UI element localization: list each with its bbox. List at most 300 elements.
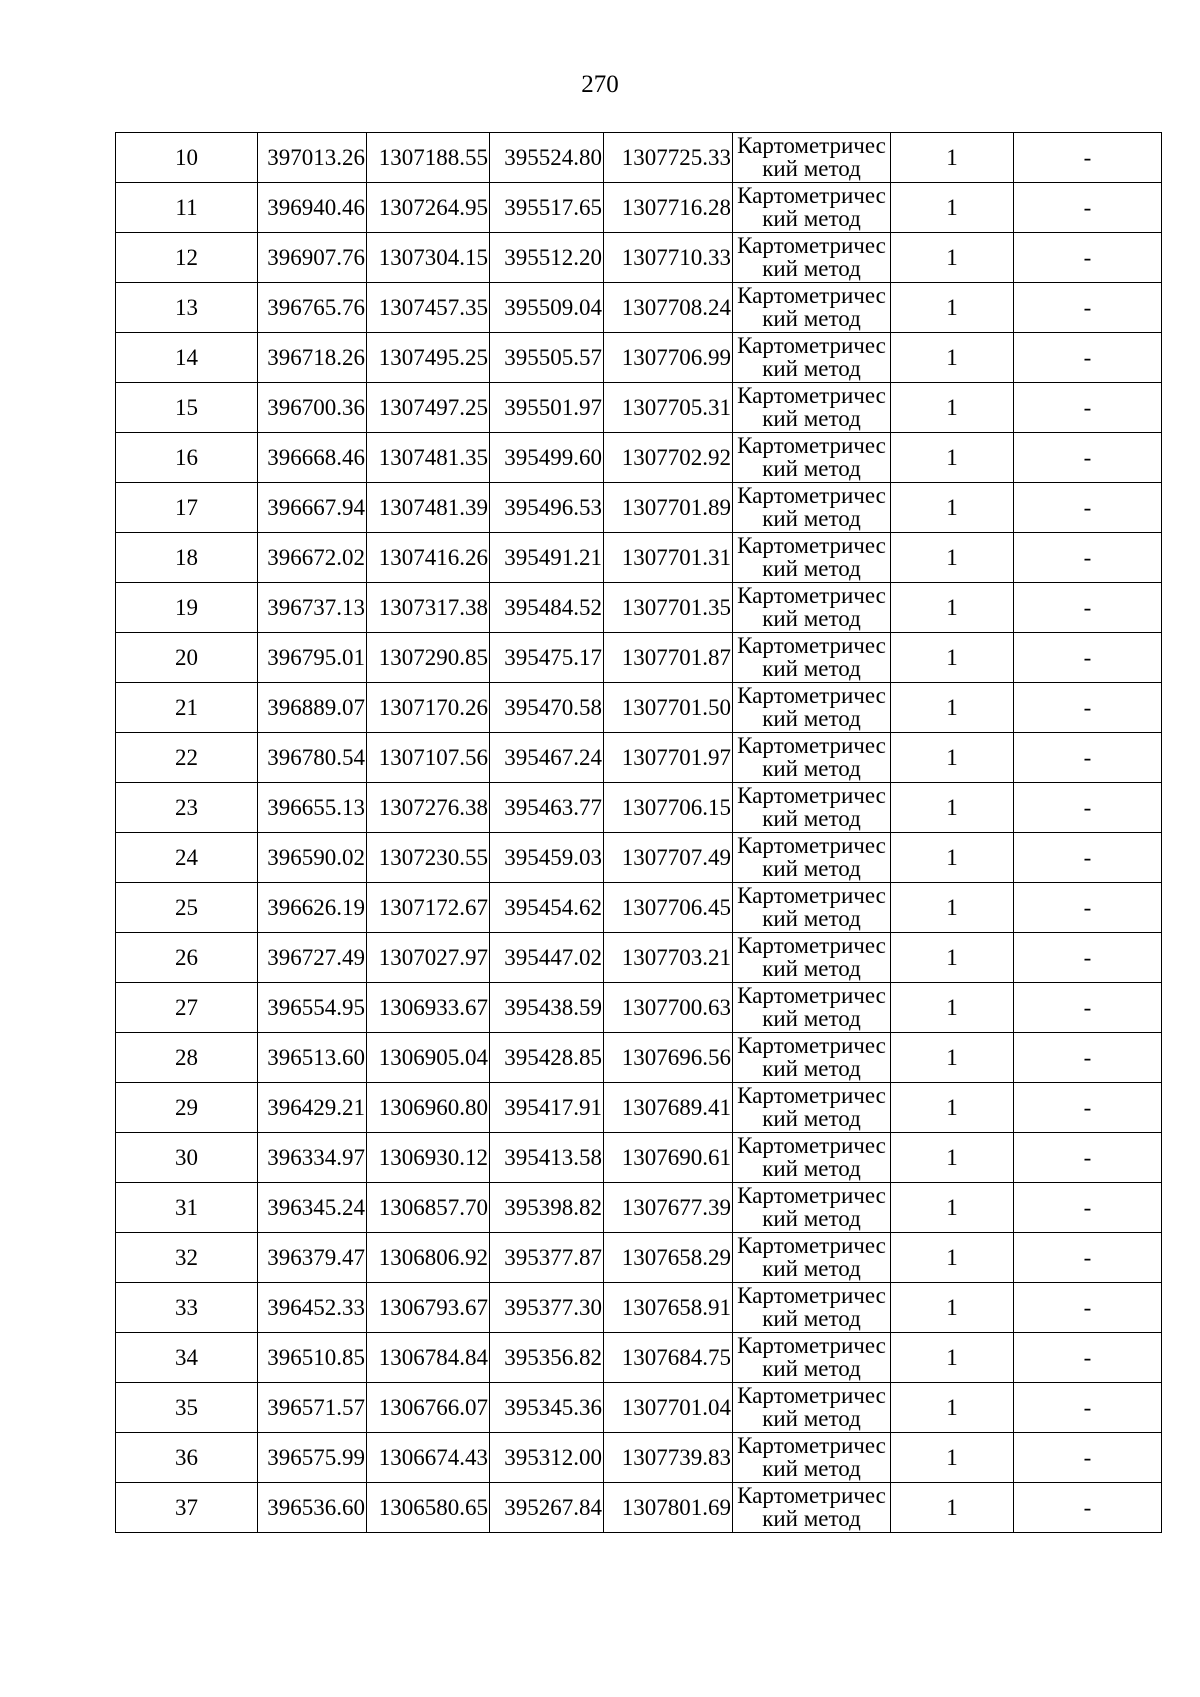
x2-cell: 395345.36 xyxy=(490,1383,604,1433)
x1-cell: 396571.57 xyxy=(258,1383,367,1433)
x2-cell: 395505.57 xyxy=(490,333,604,383)
x2-cell: 395475.17 xyxy=(490,633,604,683)
y1-cell: 1307027.97 xyxy=(367,933,490,983)
x2-cell: 395417.91 xyxy=(490,1083,604,1133)
table-row xyxy=(116,533,1162,583)
y1-cell: 1306905.04 xyxy=(367,1033,490,1083)
method-text-line1: Картометричес xyxy=(737,933,886,958)
point-number-cell: 25 xyxy=(116,883,258,933)
x2-cell: 395501.97 xyxy=(490,383,604,433)
point-number-cell: 11 xyxy=(116,183,258,233)
table-row xyxy=(116,1233,1162,1283)
method-text-line2: кий метод xyxy=(762,1356,861,1381)
x2-cell: 395517.65 xyxy=(490,183,604,233)
method-text-line2: кий метод xyxy=(762,1406,861,1431)
y2-cell: 1307706.15 xyxy=(604,783,733,833)
point-number-cell: 12 xyxy=(116,233,258,283)
table-row xyxy=(116,1133,1162,1183)
point-number-cell: 13 xyxy=(116,283,258,333)
accuracy-cell: 1 xyxy=(891,633,1014,683)
method-cell xyxy=(733,583,891,633)
note-cell: - xyxy=(1014,183,1162,233)
x2-cell: 395484.52 xyxy=(490,583,604,633)
method-text-line1: Картометричес xyxy=(737,433,886,458)
point-number-cell: 10 xyxy=(116,133,258,183)
x1-cell: 396765.76 xyxy=(258,283,367,333)
method-text-line2: кий метод xyxy=(762,656,861,681)
y2-cell: 1307702.92 xyxy=(604,433,733,483)
y2-cell: 1307739.83 xyxy=(604,1433,733,1483)
method-text-line2: кий метод xyxy=(762,1306,861,1331)
point-number-cell: 36 xyxy=(116,1433,258,1483)
note-cell: - xyxy=(1014,1383,1162,1433)
y2-cell: 1307710.33 xyxy=(604,233,733,283)
method-text-line2: кий метод xyxy=(762,1506,861,1531)
accuracy-cell: 1 xyxy=(891,733,1014,783)
method-cell xyxy=(733,833,891,883)
x2-cell: 395454.62 xyxy=(490,883,604,933)
y1-cell: 1307481.35 xyxy=(367,433,490,483)
method-text-line2: кий метод xyxy=(762,1056,861,1081)
method-cell xyxy=(733,783,891,833)
point-number-cell: 33 xyxy=(116,1283,258,1333)
table-row xyxy=(116,383,1162,433)
note-cell: - xyxy=(1014,383,1162,433)
accuracy-cell: 1 xyxy=(891,933,1014,983)
y2-cell: 1307701.31 xyxy=(604,533,733,583)
x1-cell: 396727.49 xyxy=(258,933,367,983)
note-cell: - xyxy=(1014,1333,1162,1383)
table-row xyxy=(116,683,1162,733)
table-row xyxy=(116,733,1162,783)
note-cell: - xyxy=(1014,883,1162,933)
x1-cell: 396345.24 xyxy=(258,1183,367,1233)
method-cell xyxy=(733,1483,891,1533)
table-row xyxy=(116,1033,1162,1083)
method-cell xyxy=(733,1233,891,1283)
note-cell: - xyxy=(1014,833,1162,883)
accuracy-cell: 1 xyxy=(891,183,1014,233)
table-row xyxy=(116,483,1162,533)
x1-cell: 396667.94 xyxy=(258,483,367,533)
y1-cell: 1307264.95 xyxy=(367,183,490,233)
y2-cell: 1307701.35 xyxy=(604,583,733,633)
y1-cell: 1307172.67 xyxy=(367,883,490,933)
y1-cell: 1307276.38 xyxy=(367,783,490,833)
note-cell: - xyxy=(1014,583,1162,633)
method-cell xyxy=(733,1033,891,1083)
x1-cell: 396672.02 xyxy=(258,533,367,583)
note-cell: - xyxy=(1014,1483,1162,1533)
accuracy-cell: 1 xyxy=(891,1133,1014,1183)
accuracy-cell: 1 xyxy=(891,1333,1014,1383)
point-number-cell: 29 xyxy=(116,1083,258,1133)
x2-cell: 395447.02 xyxy=(490,933,604,983)
y2-cell: 1307725.33 xyxy=(604,133,733,183)
table-row xyxy=(116,1433,1162,1483)
method-text-line2: кий метод xyxy=(762,1206,861,1231)
y1-cell: 1307170.26 xyxy=(367,683,490,733)
point-number-cell: 32 xyxy=(116,1233,258,1283)
y1-cell: 1306806.92 xyxy=(367,1233,490,1283)
y2-cell: 1307701.87 xyxy=(604,633,733,683)
accuracy-cell: 1 xyxy=(891,533,1014,583)
x2-cell: 395413.58 xyxy=(490,1133,604,1183)
method-text-line1: Картометричес xyxy=(737,133,886,158)
method-text-line1: Картометричес xyxy=(737,1433,886,1458)
note-cell: - xyxy=(1014,333,1162,383)
page-number: 270 xyxy=(581,71,619,98)
accuracy-cell: 1 xyxy=(891,1233,1014,1283)
method-cell xyxy=(733,883,891,933)
y2-cell: 1307658.29 xyxy=(604,1233,733,1283)
method-cell xyxy=(733,283,891,333)
y1-cell: 1306674.43 xyxy=(367,1433,490,1483)
y2-cell: 1307703.21 xyxy=(604,933,733,983)
x1-cell: 396452.33 xyxy=(258,1283,367,1333)
note-cell: - xyxy=(1014,733,1162,783)
method-text-line1: Картометричес xyxy=(737,1133,886,1158)
y1-cell: 1306857.70 xyxy=(367,1183,490,1233)
accuracy-cell: 1 xyxy=(891,383,1014,433)
y2-cell: 1307689.41 xyxy=(604,1083,733,1133)
accuracy-cell: 1 xyxy=(891,483,1014,533)
table-row xyxy=(116,183,1162,233)
x1-cell: 396379.47 xyxy=(258,1233,367,1283)
accuracy-cell: 1 xyxy=(891,1033,1014,1083)
point-number-cell: 26 xyxy=(116,933,258,983)
x2-cell: 395459.03 xyxy=(490,833,604,883)
y2-cell: 1307690.61 xyxy=(604,1133,733,1183)
method-cell xyxy=(733,233,891,283)
point-number-cell: 21 xyxy=(116,683,258,733)
accuracy-cell: 1 xyxy=(891,233,1014,283)
method-text-line2: кий метод xyxy=(762,256,861,281)
method-cell xyxy=(733,183,891,233)
method-text-line1: Картометричес xyxy=(737,883,886,908)
y2-cell: 1307707.49 xyxy=(604,833,733,883)
y2-cell: 1307708.24 xyxy=(604,283,733,333)
note-cell: - xyxy=(1014,1283,1162,1333)
note-cell: - xyxy=(1014,933,1162,983)
method-cell xyxy=(733,1083,891,1133)
method-text-line2: кий метод xyxy=(762,956,861,981)
point-number-cell: 35 xyxy=(116,1383,258,1433)
method-text-line2: кий метод xyxy=(762,556,861,581)
x2-cell: 395312.00 xyxy=(490,1433,604,1483)
point-number-cell: 15 xyxy=(116,383,258,433)
y1-cell: 1306930.12 xyxy=(367,1133,490,1183)
method-text-line2: кий метод xyxy=(762,706,861,731)
y1-cell: 1306960.80 xyxy=(367,1083,490,1133)
note-cell: - xyxy=(1014,533,1162,583)
accuracy-cell: 1 xyxy=(891,983,1014,1033)
method-text-line1: Картометричес xyxy=(737,783,886,808)
note-cell: - xyxy=(1014,783,1162,833)
y2-cell: 1307684.75 xyxy=(604,1333,733,1383)
method-text-line1: Картометричес xyxy=(737,1333,886,1358)
method-text-line1: Картометричес xyxy=(737,1033,886,1058)
x1-cell: 396626.19 xyxy=(258,883,367,933)
y2-cell: 1307716.28 xyxy=(604,183,733,233)
note-cell: - xyxy=(1014,983,1162,1033)
y1-cell: 1307457.35 xyxy=(367,283,490,333)
method-cell xyxy=(733,1283,891,1333)
y2-cell: 1307701.04 xyxy=(604,1383,733,1433)
y1-cell: 1307481.39 xyxy=(367,483,490,533)
y2-cell: 1307705.31 xyxy=(604,383,733,433)
method-text-line1: Картометричес xyxy=(737,633,886,658)
method-text-line1: Картометричес xyxy=(737,683,886,708)
x1-cell: 396655.13 xyxy=(258,783,367,833)
note-cell: - xyxy=(1014,683,1162,733)
method-cell xyxy=(733,983,891,1033)
table-row xyxy=(116,883,1162,933)
table-row xyxy=(116,1283,1162,1333)
method-text-line2: кий метод xyxy=(762,156,861,181)
method-text-line2: кий метод xyxy=(762,1156,861,1181)
method-text-line1: Картометричес xyxy=(737,1233,886,1258)
x1-cell: 396795.01 xyxy=(258,633,367,683)
x1-cell: 396718.26 xyxy=(258,333,367,383)
note-cell: - xyxy=(1014,133,1162,183)
method-cell xyxy=(733,683,891,733)
table-row xyxy=(116,583,1162,633)
table-row xyxy=(116,333,1162,383)
method-text-line1: Картометричес xyxy=(737,1483,886,1508)
x2-cell: 395470.58 xyxy=(490,683,604,733)
x1-cell: 396590.02 xyxy=(258,833,367,883)
method-cell xyxy=(733,733,891,783)
y2-cell: 1307801.69 xyxy=(604,1483,733,1533)
x1-cell: 396700.36 xyxy=(258,383,367,433)
method-text-line1: Картометричес xyxy=(737,583,886,608)
note-cell: - xyxy=(1014,1133,1162,1183)
point-number-cell: 22 xyxy=(116,733,258,783)
x1-cell: 396510.85 xyxy=(258,1333,367,1383)
note-cell: - xyxy=(1014,1083,1162,1133)
point-number-cell: 14 xyxy=(116,333,258,383)
table-row xyxy=(116,1083,1162,1133)
y2-cell: 1307701.50 xyxy=(604,683,733,733)
x1-cell: 396536.60 xyxy=(258,1483,367,1533)
x2-cell: 395491.21 xyxy=(490,533,604,583)
point-number-cell: 20 xyxy=(116,633,258,683)
method-text-line1: Картометричес xyxy=(737,233,886,258)
method-cell xyxy=(733,433,891,483)
accuracy-cell: 1 xyxy=(891,1483,1014,1533)
accuracy-cell: 1 xyxy=(891,133,1014,183)
method-text-line2: кий метод xyxy=(762,456,861,481)
x1-cell: 396429.21 xyxy=(258,1083,367,1133)
method-text-line1: Картометричес xyxy=(737,1383,886,1408)
table-row xyxy=(116,833,1162,883)
method-text-line1: Картометричес xyxy=(737,733,886,758)
x1-cell: 396889.07 xyxy=(258,683,367,733)
table-row xyxy=(116,133,1162,183)
table-row xyxy=(116,433,1162,483)
method-cell xyxy=(733,1383,891,1433)
method-text-line1: Картометричес xyxy=(737,1183,886,1208)
y1-cell: 1307188.55 xyxy=(367,133,490,183)
x2-cell: 395467.24 xyxy=(490,733,604,783)
y2-cell: 1307700.63 xyxy=(604,983,733,1033)
y1-cell: 1307495.25 xyxy=(367,333,490,383)
method-text-line2: кий метод xyxy=(762,756,861,781)
x1-cell: 396554.95 xyxy=(258,983,367,1033)
y2-cell: 1307658.91 xyxy=(604,1283,733,1333)
note-cell: - xyxy=(1014,1433,1162,1483)
method-text-line1: Картометричес xyxy=(737,283,886,308)
note-cell: - xyxy=(1014,483,1162,533)
method-cell xyxy=(733,933,891,983)
y2-cell: 1307706.45 xyxy=(604,883,733,933)
method-text-line2: кий метод xyxy=(762,606,861,631)
x1-cell: 396334.97 xyxy=(258,1133,367,1183)
method-cell xyxy=(733,633,891,683)
note-cell: - xyxy=(1014,1033,1162,1083)
accuracy-cell: 1 xyxy=(891,433,1014,483)
method-text-line2: кий метод xyxy=(762,856,861,881)
accuracy-cell: 1 xyxy=(891,583,1014,633)
method-text-line1: Картометричес xyxy=(737,1283,886,1308)
x1-cell: 397013.26 xyxy=(258,133,367,183)
x2-cell: 395377.30 xyxy=(490,1283,604,1333)
accuracy-cell: 1 xyxy=(891,783,1014,833)
method-text-line1: Картометричес xyxy=(737,483,886,508)
y1-cell: 1307416.26 xyxy=(367,533,490,583)
x1-cell: 396780.54 xyxy=(258,733,367,783)
y1-cell: 1306580.65 xyxy=(367,1483,490,1533)
x2-cell: 395428.85 xyxy=(490,1033,604,1083)
method-text-line1: Картометричес xyxy=(737,833,886,858)
x2-cell: 395512.20 xyxy=(490,233,604,283)
accuracy-cell: 1 xyxy=(891,1083,1014,1133)
note-cell: - xyxy=(1014,633,1162,683)
method-text-line2: кий метод xyxy=(762,806,861,831)
table-row xyxy=(116,633,1162,683)
method-cell xyxy=(733,1183,891,1233)
x1-cell: 396737.13 xyxy=(258,583,367,633)
method-text-line2: кий метод xyxy=(762,1456,861,1481)
method-cell xyxy=(733,533,891,583)
method-text-line1: Картометричес xyxy=(737,383,886,408)
method-text-line2: кий метод xyxy=(762,906,861,931)
method-text-line1: Картометричес xyxy=(737,533,886,558)
point-number-cell: 16 xyxy=(116,433,258,483)
note-cell: - xyxy=(1014,1183,1162,1233)
point-number-cell: 31 xyxy=(116,1183,258,1233)
y1-cell: 1307230.55 xyxy=(367,833,490,883)
point-number-cell: 19 xyxy=(116,583,258,633)
table-row xyxy=(116,1333,1162,1383)
y1-cell: 1306784.84 xyxy=(367,1333,490,1383)
method-cell xyxy=(733,1433,891,1483)
point-number-cell: 18 xyxy=(116,533,258,583)
y2-cell: 1307701.89 xyxy=(604,483,733,533)
accuracy-cell: 1 xyxy=(891,883,1014,933)
point-number-cell: 37 xyxy=(116,1483,258,1533)
method-text-line2: кий метод xyxy=(762,356,861,381)
x2-cell: 395377.87 xyxy=(490,1233,604,1283)
method-cell xyxy=(733,483,891,533)
y1-cell: 1306793.67 xyxy=(367,1283,490,1333)
method-cell xyxy=(733,333,891,383)
y1-cell: 1307290.85 xyxy=(367,633,490,683)
method-text-line2: кий метод xyxy=(762,1006,861,1031)
point-number-cell: 28 xyxy=(116,1033,258,1083)
y2-cell: 1307701.97 xyxy=(604,733,733,783)
x2-cell: 395496.53 xyxy=(490,483,604,533)
point-number-cell: 27 xyxy=(116,983,258,1033)
x2-cell: 395499.60 xyxy=(490,433,604,483)
accuracy-cell: 1 xyxy=(891,833,1014,883)
table-row xyxy=(116,983,1162,1033)
point-number-cell: 24 xyxy=(116,833,258,883)
x2-cell: 395438.59 xyxy=(490,983,604,1033)
method-text-line2: кий метод xyxy=(762,1106,861,1131)
table-row xyxy=(116,1183,1162,1233)
accuracy-cell: 1 xyxy=(891,1183,1014,1233)
y1-cell: 1306766.07 xyxy=(367,1383,490,1433)
coordinates-table xyxy=(115,132,1162,1533)
method-text-line2: кий метод xyxy=(762,306,861,331)
note-cell: - xyxy=(1014,233,1162,283)
x1-cell: 396513.60 xyxy=(258,1033,367,1083)
accuracy-cell: 1 xyxy=(891,333,1014,383)
point-number-cell: 23 xyxy=(116,783,258,833)
table-row xyxy=(116,933,1162,983)
y2-cell: 1307677.39 xyxy=(604,1183,733,1233)
x1-cell: 396575.99 xyxy=(258,1433,367,1483)
point-number-cell: 34 xyxy=(116,1333,258,1383)
point-number-cell: 17 xyxy=(116,483,258,533)
x1-cell: 396940.46 xyxy=(258,183,367,233)
y2-cell: 1307706.99 xyxy=(604,333,733,383)
method-cell xyxy=(733,1133,891,1183)
y1-cell: 1306933.67 xyxy=(367,983,490,1033)
note-cell: - xyxy=(1014,1233,1162,1283)
y1-cell: 1307497.25 xyxy=(367,383,490,433)
method-text-line2: кий метод xyxy=(762,1256,861,1281)
method-cell xyxy=(733,383,891,433)
x2-cell: 395524.80 xyxy=(490,133,604,183)
method-text-line1: Картометричес xyxy=(737,333,886,358)
method-cell xyxy=(733,133,891,183)
method-text-line2: кий метод xyxy=(762,506,861,531)
accuracy-cell: 1 xyxy=(891,1283,1014,1333)
method-text-line1: Картометричес xyxy=(737,983,886,1008)
table-row xyxy=(116,283,1162,333)
x2-cell: 395463.77 xyxy=(490,783,604,833)
table-row xyxy=(116,1383,1162,1433)
y1-cell: 1307317.38 xyxy=(367,583,490,633)
x2-cell: 395509.04 xyxy=(490,283,604,333)
method-text-line1: Картометричес xyxy=(737,183,886,208)
accuracy-cell: 1 xyxy=(891,283,1014,333)
x2-cell: 395356.82 xyxy=(490,1333,604,1383)
note-cell: - xyxy=(1014,283,1162,333)
accuracy-cell: 1 xyxy=(891,1433,1014,1483)
point-number-cell: 30 xyxy=(116,1133,258,1183)
table-row xyxy=(116,1483,1162,1533)
method-text-line2: кий метод xyxy=(762,206,861,231)
x2-cell: 395267.84 xyxy=(490,1483,604,1533)
note-cell: - xyxy=(1014,433,1162,483)
accuracy-cell: 1 xyxy=(891,1383,1014,1433)
table-row xyxy=(116,783,1162,833)
method-text-line2: кий метод xyxy=(762,406,861,431)
